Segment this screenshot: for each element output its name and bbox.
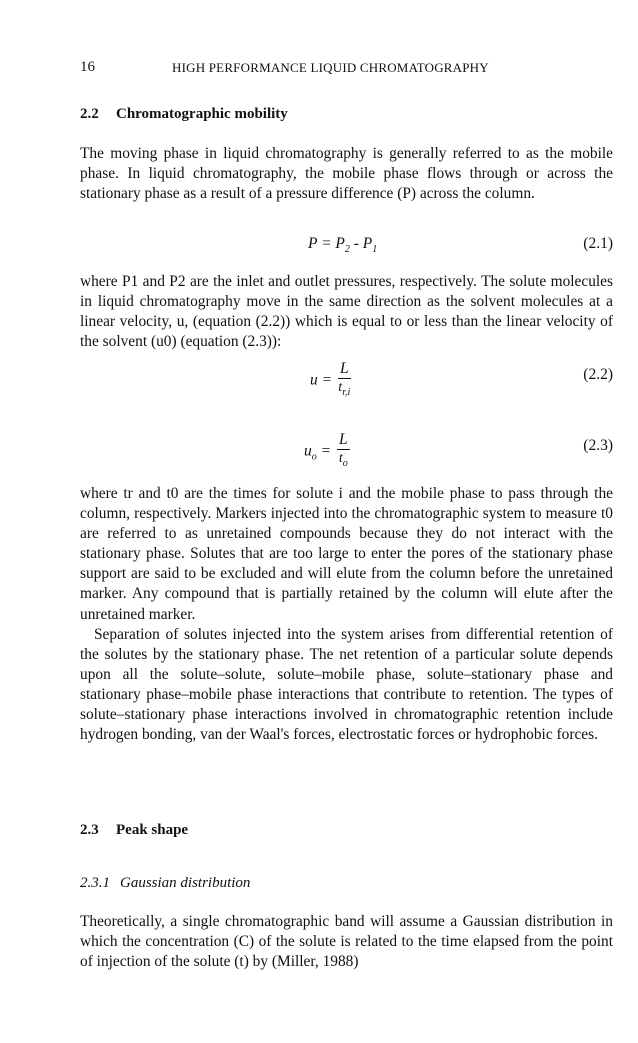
section-number: 2.3 (80, 822, 99, 838)
equation-number: (2.2) (583, 366, 613, 383)
equation-2-3 (80, 431, 613, 477)
equation-number: (2.1) (583, 235, 613, 252)
subsection-heading-2-3-1 (80, 875, 250, 892)
equation-2-2 (80, 360, 613, 406)
paragraph-separation (80, 625, 613, 746)
paragraph-mobile-phase (80, 144, 613, 204)
section-heading-2-2 (80, 106, 288, 123)
paragraph-gaussian (80, 912, 613, 972)
paragraph-text: where tr and t0 are the times for solute i and the mobile phase to pass through the column, respectively. Markers injected into the chromatographic system to measure t0 are referred to as unretained compounds because they do not interact with the stationary phase. Solutes that are too large to enter the pores of the stationary phase support are said to be excluded and will elute from the column before the unretained marker. Any compound that is partially retained by the column will elute after the unretained marker. (80, 485, 613, 623)
section-heading-2-3 (80, 822, 188, 839)
section-title: Chromatographic mobility (116, 106, 288, 122)
equation-body: $P = P_2 - P_1$ (308, 235, 378, 256)
paragraph-text: Theoretically, a single chromatographic band will assume a Gaussian distribution in which the concentration (C) of the solute is related to the time elapsed from the point of injection of the solute (t) by (Miller, 1988) (80, 913, 613, 971)
subsection-number: 2.3.1 (80, 875, 110, 891)
paragraph-solute-velocity (80, 272, 613, 352)
page-number: 16 (80, 59, 95, 75)
paragraph-text: Separation of solutes injected into the system arises from differential retention of the solutes by the stationary phase. The net retention of a particular solute depends upon all the solute–solute, solute–mobile phase, solute–stationary phase and stationary phase–mobile phase interactions that contribute to retention. The types of solute–stationary phase interactions involved in chromatographic retention include hydrogen bonding, van der Waal's forces, electrostatic forces or hydrophobic forces. (80, 626, 613, 744)
section-title: Peak shape (116, 822, 189, 838)
paragraph-text: where P1 and P2 are the inlet and outlet pressures, respectively. The solute molecules in liquid chromatography move in the same direction as the solvent molecules at a linear velocity, u, (equation (2.2)) which is equal to or less than the linear velocity of the solvent (u0) (equation (2.3)): (80, 273, 613, 351)
equation-body: $u_o$ = $\frac{L}{t_o}$ (304, 431, 348, 469)
paragraph-retention-times (80, 484, 613, 625)
equation-2-1 (80, 235, 613, 275)
section-number: 2.2 (80, 106, 99, 122)
subsection-title: Gaussian distribution (120, 875, 251, 891)
running-head (80, 59, 578, 79)
paragraph-text: The moving phase in liquid chromatography is generally referred to as the mobile phase. In liquid chromatography, the mobile phase flows through or across the stationary phase as a result of a pressure difference (P) across the column. (80, 145, 613, 203)
running-title: HIGH PERFORMANCE LIQUID CHROMATOGRAPHY (172, 60, 489, 75)
equation-number: (2.3) (583, 437, 613, 454)
equation-body: u = $\frac{L}{t_{r,i}}$ (310, 360, 351, 398)
